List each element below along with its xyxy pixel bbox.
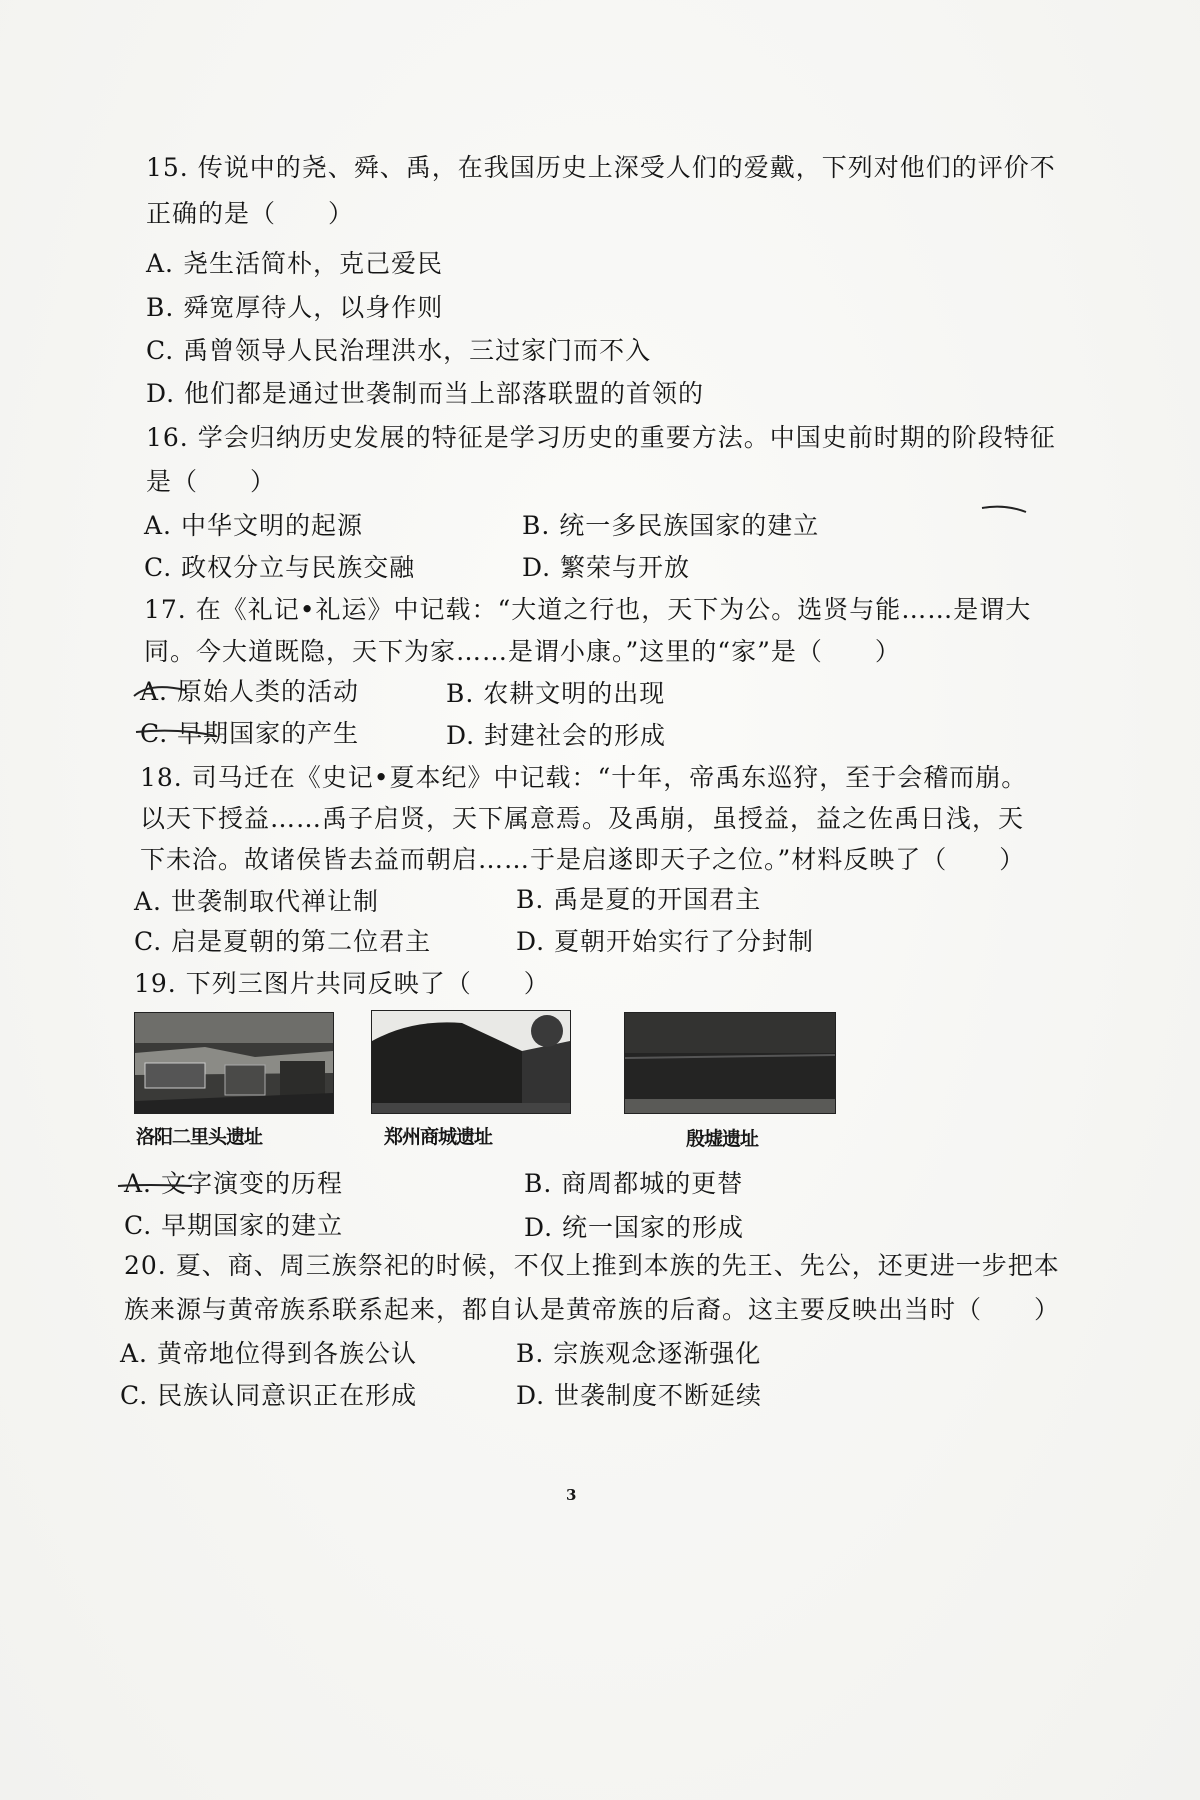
question-19-option-b: B. 商周都城的更替 xyxy=(524,1169,744,1198)
question-17-option-b: B. 农耕文明的出现 xyxy=(446,679,666,708)
question-18-stem-line3: 下未洽。故诸侯皆去益而朝启……于是启遂即天子之位。”材料反映了（ ） xyxy=(140,845,1026,874)
photo-zhengzhou-shang-city-site xyxy=(371,1010,571,1114)
question-15-option-b: B. 舜宽厚待人，以身作则 xyxy=(146,293,444,322)
pen-mark-17-strike xyxy=(130,676,220,746)
question-18-stem-line2: 以天下授益……禹子启贤，天下属意焉。及禹崩，虽授益，益之佐禹日浅，天 xyxy=(140,804,1025,833)
question-19-stem: 19. 下列三图片共同反映了（ ） xyxy=(134,969,550,998)
question-17-option-a: A. 原始人类的活动 xyxy=(140,677,359,706)
question-20-stem-line2: 族来源与黄帝族系联系起来，都自认是黄帝族的后裔。这主要反映出当时（ ） xyxy=(124,1295,1061,1324)
question-16-option-d: D. 繁荣与开放 xyxy=(522,553,691,582)
pen-mark-dash xyxy=(980,500,1030,520)
question-19-option-a: A. 文字演变的历程 xyxy=(124,1169,343,1198)
question-15-option-a: A. 尧生活简朴，克己爱民 xyxy=(146,249,443,278)
question-19-option-d: D. 统一国家的形成 xyxy=(524,1213,745,1242)
photo-erlitou-site xyxy=(134,1012,334,1114)
pen-mark-19-strike xyxy=(116,1180,196,1194)
question-17-option-d: D. 封建社会的形成 xyxy=(446,721,667,750)
question-18-stem-line1: 18. 司马迁在《史记•夏本纪》中记载：“十年，帝禹东巡狩，至于会稽而崩。 xyxy=(140,763,1028,792)
question-17-stem-line2: 同。今大道既隐，天下为家……是谓小康。”这里的“家”是（ ） xyxy=(144,637,901,666)
question-16-option-b: B. 统一多民族国家的建立 xyxy=(522,511,820,540)
question-20-option-c: C. 民族认同意识正在形成 xyxy=(120,1381,418,1410)
question-15-option-c: C. 禹曾领导人民治理洪水，三过家门而不入 xyxy=(146,336,652,365)
question-15-stem-line2: 正确的是（ ） xyxy=(146,199,355,228)
question-16-stem-line2: 是（ ） xyxy=(146,467,277,496)
question-18-option-c: C. 启是夏朝的第二位君主 xyxy=(134,927,432,956)
question-18-option-d: D. 夏朝开始实行了分封制 xyxy=(516,927,815,956)
question-16-option-c: C. 政权分立与民族交融 xyxy=(144,553,416,582)
question-20-option-d: D. 世袭制度不断延续 xyxy=(516,1381,763,1410)
question-17-option-c: C. 早期国家的产生 xyxy=(140,719,360,748)
question-19-option-c: C. 早期国家的建立 xyxy=(124,1211,344,1240)
photo-yinxu-site xyxy=(624,1012,836,1114)
question-18-option-a: A. 世袭制取代禅让制 xyxy=(134,887,379,916)
caption-erlitou: 洛阳二里头遗址 xyxy=(136,1126,263,1148)
question-20-option-b: B. 宗族观念逐渐强化 xyxy=(516,1339,762,1368)
question-15-option-d: D. 他们都是通过世袭制而当上部落联盟的首领的 xyxy=(146,379,705,408)
caption-zhengzhou: 郑州商城遗址 xyxy=(384,1126,493,1148)
question-18-option-b: B. 禹是夏的开国君主 xyxy=(516,885,762,914)
question-16-stem-line1: 16. 学会归纳历史发展的特征是学习历史的重要方法。中国史前时期的阶段特征 xyxy=(146,423,1056,452)
question-15-stem-line1: 15. 传说中的尧、舜、禹，在我国历史上深受人们的爱戴，下列对他们的评价不 xyxy=(146,153,1056,182)
caption-yinxu: 殷墟遗址 xyxy=(686,1128,759,1150)
question-16-option-a: A. 中华文明的起源 xyxy=(144,511,363,540)
page-number: 3 xyxy=(566,1486,577,1504)
question-20-option-a: A. 黄帝地位得到各族公认 xyxy=(120,1339,417,1368)
question-20-stem-line1: 20. 夏、商、周三族祭祀的时候，不仅上推到本族的先王、先公，还更进一步把本 xyxy=(124,1251,1060,1280)
question-17-stem-line1: 17. 在《礼记•礼运》中记载：“大道之行也，天下为公。选贤与能……是谓大 xyxy=(144,595,1032,624)
